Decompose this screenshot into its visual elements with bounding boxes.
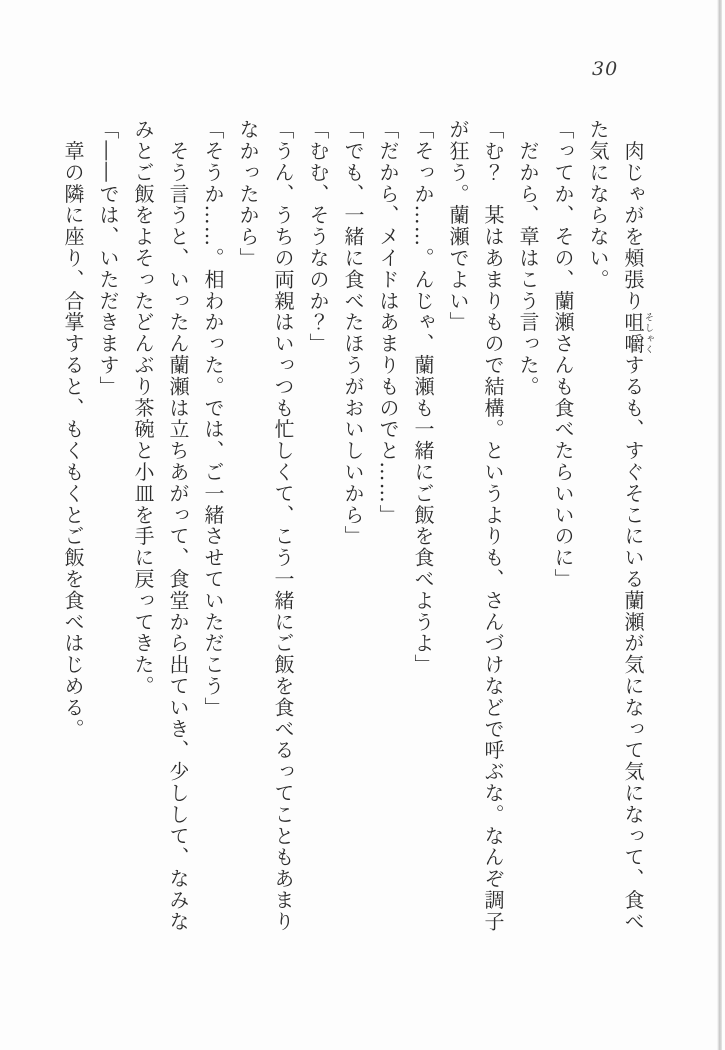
text-line: そう言うと、いったん蘭瀬は立ちあがって、食堂から出ていき、少しして、なみな xyxy=(166,119,190,933)
ruby-text: そしゃく xyxy=(643,311,653,355)
text-line: みとご飯をよそったどんぶり茶碗と小皿を手に戻ってきた。 xyxy=(131,119,155,697)
text-line: 「そっか……。んじゃ、蘭瀬も一緒にご飯を食べようよ」 xyxy=(411,119,435,676)
text-line: 「そうか……。相わかった。では、ご一緒させていただこう」 xyxy=(201,119,225,719)
text-line xyxy=(615,119,653,943)
text-line: 「むむ、そうなのか？」 xyxy=(306,119,330,355)
text-segment: 肉じゃがを頰張り xyxy=(621,119,645,312)
text-line: 「でも、一緒に食べたほうがおいしいから」 xyxy=(341,119,365,547)
page-edge-shadow xyxy=(717,0,722,1050)
text-line: なかったから」 xyxy=(236,119,260,269)
text-line: た気にならない。 xyxy=(586,119,610,291)
text-line: 「だから、メイドはあまりものでと……」 xyxy=(376,119,400,526)
body-text xyxy=(55,119,653,943)
text-line: 「む？ 某はあまりもので結構。というよりも、さんづけなどで呼ぶな。なんぞ調子 xyxy=(481,119,505,933)
ruby-annotation xyxy=(621,311,653,355)
text-line: 「ってか、その、蘭瀬さんも食べたらいいのに」 xyxy=(551,119,575,590)
text-segment: するも、すぐそこにいる蘭瀬が気になって気になって、食べ xyxy=(621,354,645,933)
text-line: だから、章はこう言った。 xyxy=(516,119,540,398)
text-line: 章の隣に座り、合掌すると、もくもくとご飯を食べはじめる。 xyxy=(61,119,85,740)
text-line: 「――では、いただきます」 xyxy=(96,119,120,398)
text-line: が狂う。蘭瀬でよい」 xyxy=(446,119,470,333)
page-number: 30 xyxy=(592,58,619,80)
ruby-base: 咀嚼 xyxy=(621,311,645,355)
text-line: 「うん、うちの両親はいっつも忙しくて、こう一緒にご飯を食べるってこともあまり xyxy=(271,119,295,933)
